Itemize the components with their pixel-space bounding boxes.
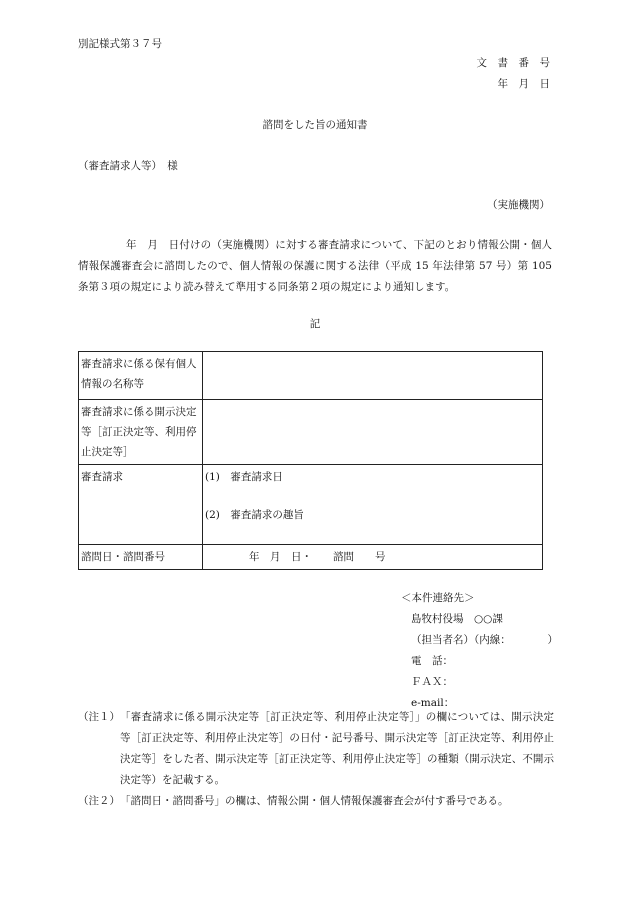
note-item (78, 791, 554, 812)
sender: （実施機関） (487, 199, 550, 211)
contact-block (401, 588, 558, 714)
addressee: （審査請求人等） 様 (78, 160, 178, 172)
contact-phone: 電 話： (411, 655, 453, 667)
contact-email: e-mail： (411, 697, 455, 709)
cell-label-record-name: 審査請求に係る保有個人情報の名称等 (79, 352, 203, 400)
contact-person: （担当者名）（内線： ） (411, 634, 558, 646)
table-row (79, 465, 543, 545)
document-title: 諮問をした旨の通知書 (262, 119, 368, 131)
note-item (78, 707, 554, 791)
cell-value-disclosure-decision (203, 400, 543, 465)
cell-label-inquiry: 諮問日・諮問番号 (79, 545, 203, 570)
request-purpose-item: (2) 審査請求の趣旨 (205, 509, 304, 521)
body-paragraph: 年 月 日付けの（実施機関）に対する審査請求について、下記のとおり情報公開・個人情報保護審査会に諮問したので、個人情報の保護に関する法律（平成 15 年法律第 57 号）第 105 条第３項の規定により読み替えて準用する同条第２項の規定により通知します。 (78, 239, 553, 293)
record-table (78, 351, 543, 570)
form-number: 別記様式第３７号 (78, 38, 162, 50)
table-row (79, 352, 543, 400)
contact-office: 島牧村役場 ○○課 (411, 613, 503, 625)
contact-fax: ＦＡＸ： (411, 676, 453, 688)
notes-block (78, 707, 554, 812)
ki-heading: 記 (309, 318, 321, 330)
note-text: 「審査請求に係る開示決定等［訂正決定等、利用停止決定等］」の欄については、開示決定等［訂正決定等、利用停止決定等］の日付・記号番号、開示決定等［訂正決定等、利用停止決定等］をした者、開示決定等［訂正決定等、利用停止決定等］の種類（開示決定、不開示決定等）を記載する。 (120, 711, 554, 786)
cell-label-disclosure-decision: 審査請求に係る開示決定等［訂正決定等、利用停止決定等］ (79, 400, 203, 465)
cell-value-record-name (203, 352, 543, 400)
cell-value-request (203, 465, 543, 545)
table-row (79, 545, 543, 570)
contact-header: ＜本件連絡先＞ (401, 592, 475, 604)
note-text: 「諮問日・諮問番号」の欄は、情報公開・個人情報保護審査会が付す番号である。 (120, 795, 509, 807)
note-label: （注１） (78, 711, 120, 723)
request-date-item: (1) 審査請求日 (205, 471, 283, 483)
table-row (79, 400, 543, 465)
cell-label-request: 審査請求 (79, 465, 203, 545)
cell-value-inquiry: 年 月 日・ 諮問 号 (203, 545, 543, 570)
document-number-label: 文 書 番 号 (476, 57, 550, 69)
note-label: （注２） (78, 795, 120, 807)
date-label: 年 月 日 (497, 78, 550, 90)
